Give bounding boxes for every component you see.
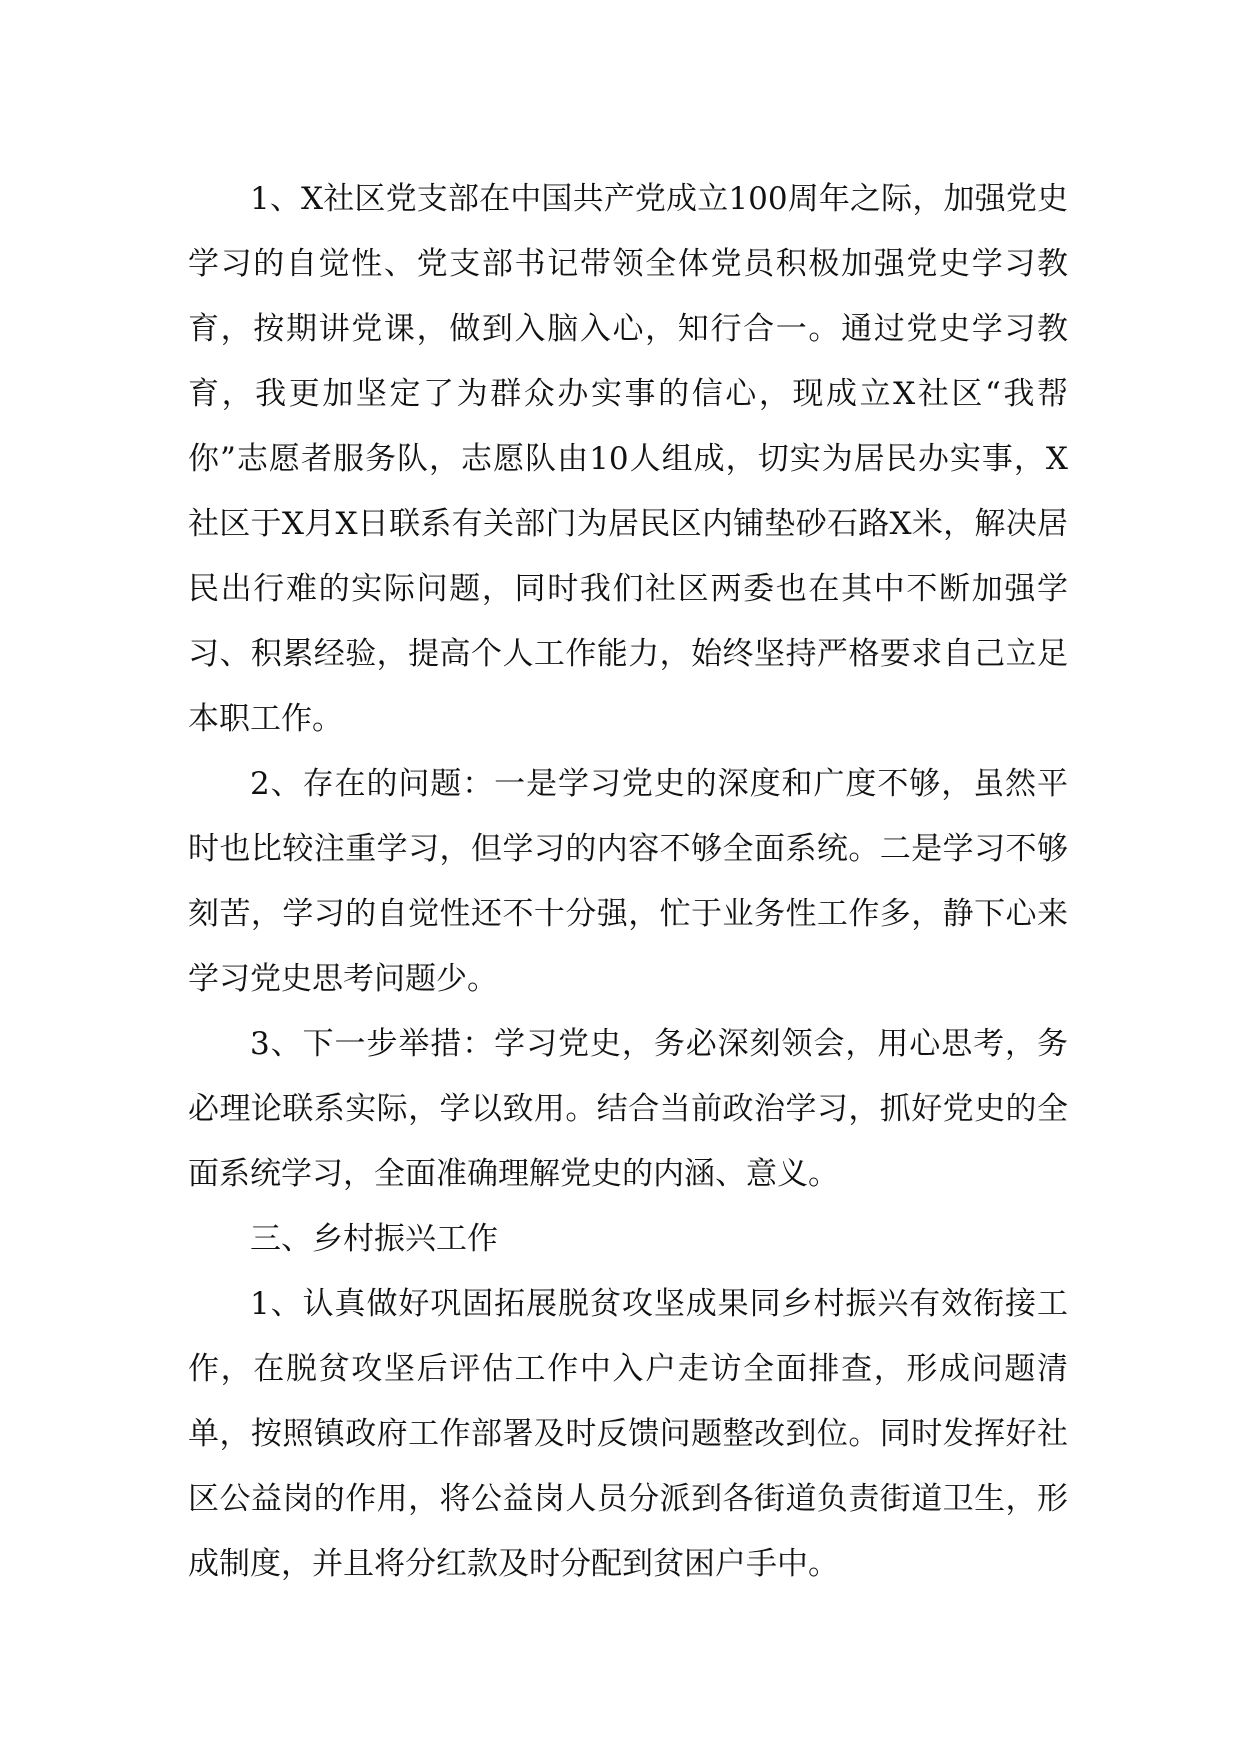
paragraph-existing-problems: 2、存在的问题：一是学习党史的深度和广度不够，虽然平时也比较注重学习，但学习的内容不够全面系统。二是学习不够刻苦，学习的自觉性还不十分强，忙于业务性工作多，静下心来学习党史思考问题少。 bbox=[188, 766, 1068, 997]
paragraph-community-party-history: 1、X社区党支部在中国共产党成立100周年之际，加强党史学习的自觉性、党支部书记带领全体党员积极加强党史学习教育，按期讲党课，做到入脑入心，知行合一。通过党史学习教育，我更加坚定了为群众办实事的信心，现成立X社区“我帮你”志愿者服务队，志愿队由10人组成，切实为居民办实事，X社区于X月X日联系有关部门为居民区内铺垫砂石路X米，解决居民出行难的实际问题，同时我们社区两委也在其中不断加强学习、积累经验，提高个人工作能力，始终坚持严格要求自己立足本职工作。 bbox=[188, 181, 1068, 737]
section-heading-rural-revitalization: 三、乡村振兴工作 bbox=[250, 1221, 498, 1257]
paragraph-next-steps: 3、下一步举措：学习党史，务必深刻领会，用心思考，务必理论联系实际，学以致用。结合当前政治学习，抓好党史的全面系统学习，全面准确理解党史的内涵、意义。 bbox=[188, 1026, 1068, 1192]
document-body bbox=[188, 167, 1068, 1597]
paragraph-poverty-alleviation: 1、认真做好巩固拓展脱贫攻坚成果同乡村振兴有效衔接工作，在脱贫攻坚后评估工作中入户走访全面排查，形成问题清单，按照镇政府工作部署及时反馈问题整改到位。同时发挥好社区公益岗的作用，将公益岗人员分派到各街道负责街道卫生，形成制度，并且将分红款及时分配到贫困户手中。 bbox=[188, 1286, 1068, 1582]
